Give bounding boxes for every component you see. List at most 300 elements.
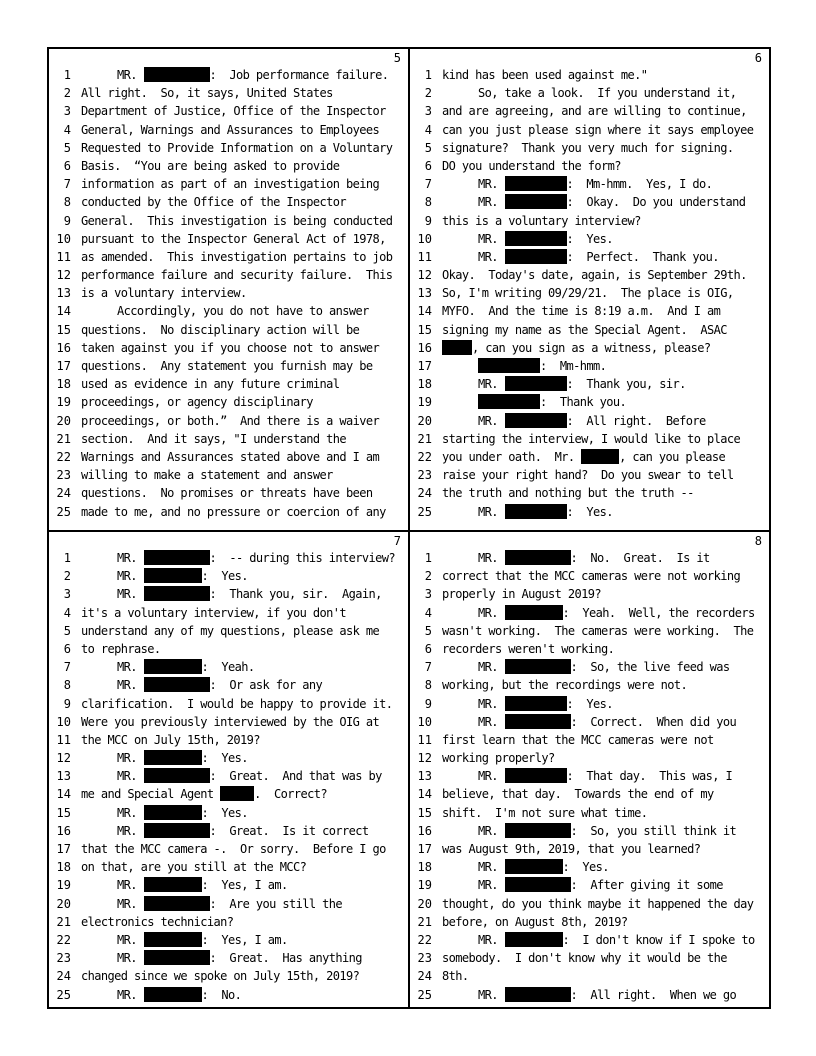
transcript-line (410, 549, 768, 567)
line-text-before-redaction: MR. (117, 569, 144, 584)
transcript-line (49, 430, 407, 448)
line-text: raise your right hand? Do you swear to tell (442, 468, 734, 483)
line-number: 16 (56, 823, 71, 838)
line-number: 17 (56, 842, 71, 856)
line-text: before, on August 8th, 2019? (442, 914, 628, 929)
line-text: Basis. “You are being asked to provide (81, 158, 340, 173)
transcript-line (410, 822, 768, 840)
line-text-after-redaction: : All right. Before (566, 413, 706, 428)
redaction-bar (505, 932, 563, 947)
transcript-line (410, 66, 768, 84)
line-text: as amended. This investigation pertains to job (81, 249, 393, 264)
line-text-before-redaction: MR. (117, 587, 144, 602)
line-number: 10 (417, 714, 432, 729)
transcript-line (49, 804, 407, 822)
line-text (117, 676, 322, 694)
line-text-before-redaction: MR. (117, 805, 144, 820)
line-number: 2 (424, 86, 432, 101)
line-number: 23 (56, 468, 71, 483)
transcript-line (410, 266, 768, 284)
line-number: 24 (56, 969, 71, 984)
line-text: electronics technician? (81, 914, 234, 929)
line-text: signature? Thank you very much for signing. (442, 140, 734, 155)
line-text (81, 785, 327, 803)
line-text: is a voluntary interview. (81, 286, 247, 301)
line-number: 24 (56, 486, 71, 501)
line-text: changed since we spoke on July 15th, 2019? (81, 969, 360, 984)
transcript-line (49, 931, 407, 949)
transcript-line (410, 913, 768, 931)
line-number: 8 (63, 195, 71, 210)
redaction-bar (478, 394, 540, 409)
line-text: was August 9th, 2019, that you learned? (442, 842, 701, 856)
line-number: 10 (56, 231, 71, 246)
line-text-before-redaction: MR. (117, 878, 144, 893)
line-text: this is a voluntary interview? (442, 213, 641, 228)
line-text-before-redaction: MR. (478, 987, 505, 1002)
line-number: 4 (63, 605, 71, 620)
line-text: to rephrase. (81, 641, 161, 656)
line-number: 12 (56, 751, 71, 766)
redaction-bar (220, 786, 254, 801)
redaction-bar (581, 449, 619, 464)
transcript-line (410, 102, 768, 120)
line-text (478, 357, 606, 375)
line-number: 18 (56, 377, 71, 392)
transcript-line (49, 84, 407, 102)
line-text-before-redaction: MR. (478, 377, 505, 392)
line-text (117, 66, 388, 84)
transcript-line (49, 339, 407, 357)
transcript-line (410, 785, 768, 803)
line-text (478, 375, 686, 393)
transcript-line (410, 484, 768, 502)
line-number: 4 (424, 605, 432, 620)
line-number: 6 (63, 641, 71, 656)
line-number: 25 (417, 987, 432, 1002)
line-number: 7 (424, 660, 432, 675)
transcript-line (410, 931, 768, 949)
line-text (478, 713, 736, 731)
line-number: 6 (424, 641, 432, 656)
line-text: pursuant to the Inspector General Act of 1978, (81, 231, 386, 246)
line-number: 14 (56, 304, 71, 319)
line-number: 18 (417, 860, 432, 875)
line-number: 19 (56, 395, 71, 410)
line-number: 21 (56, 431, 71, 446)
redaction-bar (144, 896, 210, 911)
redaction-bar (505, 987, 571, 1002)
line-text-after-redaction: : -- during this interview? (209, 551, 395, 565)
line-number: 25 (56, 504, 71, 519)
line-number: 19 (417, 395, 432, 410)
line-text: believe, that day. Towards the end of my (442, 787, 714, 802)
line-text: used as evidence in any future criminal (81, 377, 340, 392)
line-text (117, 986, 241, 1004)
line-number: 13 (417, 286, 432, 301)
redaction-bar (505, 877, 571, 892)
page-number: 7 (393, 534, 401, 548)
transcript-line (410, 175, 768, 193)
line-text-before-redaction: MR. (478, 413, 505, 428)
transcript-line (49, 266, 407, 284)
transcript-line (49, 695, 407, 713)
line-number: 20 (417, 896, 432, 911)
transcript-line (49, 967, 407, 985)
line-number: 22 (56, 449, 71, 464)
line-text (117, 876, 288, 894)
transcript-line (49, 604, 407, 622)
line-number: 9 (63, 696, 71, 711)
line-text: proceedings, or both.” And there is a waiver (81, 413, 380, 428)
line-text: information as part of an investigation being (81, 177, 380, 192)
transcript-line (49, 986, 407, 1004)
transcript-page-7 (49, 532, 407, 1012)
transcript-line (410, 676, 768, 694)
line-text: Okay. Today's date, again, is September 29th. (442, 268, 747, 283)
line-text-before-redaction: MR. (117, 68, 144, 82)
line-text-after-redaction: . Correct? (254, 787, 327, 802)
line-text-before-redaction: MR. (478, 660, 505, 675)
line-number: 2 (63, 569, 71, 584)
line-number: 7 (424, 177, 432, 192)
line-number: 6 (63, 158, 71, 173)
line-text: signing my name as the Special Agent. ASAC (442, 322, 727, 337)
line-number: 12 (417, 751, 432, 766)
transcript-lines (49, 66, 407, 521)
line-number: 15 (417, 805, 432, 820)
line-number: 5 (424, 140, 432, 155)
line-text (478, 193, 745, 211)
line-text: questions. No promises or threats have been (81, 486, 373, 501)
line-text-before-redaction: MR. (117, 823, 144, 838)
line-text-after-redaction: : No. (201, 987, 242, 1002)
line-number: 13 (56, 286, 71, 301)
line-text-after-redaction: : Yes. (201, 751, 248, 766)
line-text-before-redaction: MR. (478, 714, 505, 729)
line-number: 7 (63, 660, 71, 675)
line-number: 12 (56, 268, 71, 283)
line-text-before-redaction: MR. (478, 551, 505, 565)
transcript-line (410, 466, 768, 484)
line-number: 17 (56, 359, 71, 373)
line-text: on that, are you still at the MCC? (81, 860, 307, 875)
line-text: it's a voluntary interview, if you don't (81, 605, 346, 620)
line-text-after-redaction: : Yes. (566, 231, 613, 246)
line-text-after-redaction: : No. Great. Is it (570, 551, 710, 565)
line-number: 15 (56, 805, 71, 820)
line-number: 7 (63, 177, 71, 192)
line-number: 6 (424, 158, 432, 173)
transcript-line (49, 357, 407, 375)
redaction-bar (505, 768, 567, 783)
transcript-line (49, 484, 407, 502)
transcript-line (410, 393, 768, 411)
line-number: 20 (56, 413, 71, 428)
transcript-line (410, 448, 768, 466)
line-number: 11 (56, 249, 71, 264)
line-text (117, 949, 362, 967)
redaction-bar (505, 249, 567, 264)
line-text-before-redaction: MR. (478, 823, 505, 838)
transcript-line (49, 840, 407, 858)
line-number: 15 (417, 322, 432, 337)
redaction-bar (505, 231, 567, 246)
line-text: and are agreeing, and are willing to continue, (442, 104, 747, 119)
line-number: 8 (63, 678, 71, 693)
line-number: 25 (417, 504, 432, 519)
line-text (117, 895, 342, 913)
transcript-line (410, 157, 768, 175)
line-number: 1 (424, 68, 432, 82)
line-text-before-redaction: MR. (478, 605, 505, 620)
line-text (478, 248, 719, 266)
redaction-bar (505, 859, 563, 874)
line-text-after-redaction: : Yes, I am. (201, 878, 288, 893)
transcript-line (49, 913, 407, 931)
line-text-after-redaction: : Yes. (566, 504, 613, 519)
line-text-after-redaction: : So, you still think it (570, 823, 737, 838)
line-text-before-redaction: MR. (117, 951, 144, 966)
transcript-line (49, 121, 407, 139)
line-text-before-redaction: MR. (478, 932, 505, 947)
transcript-line (410, 357, 768, 375)
transcript-line (49, 157, 407, 175)
line-text (117, 767, 382, 785)
line-text: starting the interview, I would like to place (442, 431, 741, 446)
redaction-bar (144, 987, 202, 1002)
redaction-bar (144, 932, 202, 947)
transcript-line (49, 549, 407, 567)
redaction-bar (144, 877, 202, 892)
line-text (117, 549, 395, 567)
line-text-before-redaction: MR. (117, 751, 144, 766)
transcript-line (410, 604, 768, 622)
transcript-line (49, 731, 407, 749)
line-number: 22 (56, 932, 71, 947)
transcript-line (49, 66, 407, 84)
line-text: So, take a look. If you understand it, (478, 86, 737, 101)
line-text: that the MCC camera -. Or sorry. Before I go (81, 842, 386, 856)
transcript-line (410, 876, 768, 894)
line-text (478, 858, 609, 876)
line-number: 3 (424, 104, 432, 119)
transcript-line (49, 503, 407, 521)
line-text (478, 695, 613, 713)
page-number: 6 (754, 51, 762, 65)
line-text: Department of Justice, Office of the Inspector (81, 104, 386, 119)
line-number: 2 (63, 86, 71, 101)
transcript-line (410, 212, 768, 230)
line-text (478, 230, 613, 248)
line-text-after-redaction: : So, the live feed was (570, 660, 730, 675)
line-number: 1 (63, 68, 71, 82)
transcript-line (49, 412, 407, 430)
redaction-bar (505, 696, 567, 711)
redaction-bar (505, 376, 567, 391)
line-text: General. This investigation is being conducted (81, 213, 393, 228)
line-text-after-redaction: : Yes. (566, 696, 613, 711)
line-text (117, 658, 255, 676)
line-text-after-redaction: : Great. And that was by (209, 769, 382, 784)
transcript-line (49, 622, 407, 640)
line-text: recorders weren't working. (442, 641, 615, 656)
line-text: somebody. I don't know why it would be the (442, 951, 727, 966)
line-number: 24 (417, 486, 432, 501)
transcript-lines (410, 549, 768, 1004)
line-text: shift. I'm not sure what time. (442, 805, 648, 820)
line-text: questions. No disciplinary action will be (81, 322, 360, 337)
transcript-line (410, 375, 768, 393)
line-number: 25 (56, 987, 71, 1002)
redaction-bar (144, 768, 210, 783)
transcript-line (410, 967, 768, 985)
transcript-line (410, 840, 768, 858)
transcript-line (410, 731, 768, 749)
redaction-bar (505, 823, 571, 838)
line-text (478, 175, 712, 193)
line-number: 13 (417, 769, 432, 784)
transcript-line (410, 430, 768, 448)
transcript-line (49, 895, 407, 913)
transcript-line (410, 248, 768, 266)
redaction-bar (505, 659, 571, 674)
line-text: first learn that the MCC cameras were not (442, 732, 714, 747)
line-number: 1 (63, 551, 71, 565)
line-text: working properly? (442, 751, 555, 766)
transcript-page-8 (410, 532, 768, 1012)
line-text-after-redaction: : Correct. When did you (570, 714, 737, 729)
line-number: 3 (63, 104, 71, 119)
line-text: working, but the recordings were not. (442, 678, 688, 693)
line-text: the MCC on July 15th, 2019? (81, 732, 260, 747)
line-text-before-redaction: you under oath. Mr. (442, 449, 582, 464)
line-number: 1 (424, 551, 432, 565)
redaction-bar (144, 550, 210, 565)
line-text: properly in August 2019? (442, 587, 601, 602)
transcript-line (49, 822, 407, 840)
line-text (117, 822, 369, 840)
transcript-lines (49, 549, 407, 1004)
line-text: Accordingly, you do not have to answer (117, 304, 369, 319)
line-text-before-redaction: me and Special Agent (81, 787, 221, 802)
line-text-before-redaction: MR. (478, 878, 505, 893)
line-text (478, 931, 755, 949)
line-number: 3 (63, 587, 71, 602)
transcript-line (410, 84, 768, 102)
transcript-line (410, 858, 768, 876)
redaction-bar (144, 67, 210, 82)
line-number: 21 (417, 431, 432, 446)
line-text-before-redaction: MR. (478, 860, 505, 875)
line-text-after-redaction: : Yeah. (201, 660, 255, 675)
transcript-line (410, 193, 768, 211)
line-number: 18 (417, 377, 432, 392)
line-text-before-redaction: MR. (117, 932, 144, 947)
transcript-line (49, 193, 407, 211)
line-number: 16 (417, 823, 432, 838)
transcript-line (410, 339, 768, 357)
transcript-line (410, 695, 768, 713)
transcript-line (410, 121, 768, 139)
line-text (478, 986, 736, 1004)
redaction-bar (505, 413, 567, 428)
line-number: 23 (56, 951, 71, 966)
transcript-line (49, 676, 407, 694)
line-number: 22 (417, 449, 432, 464)
line-text-after-redaction: : Yeah. Well, the recorders (562, 605, 755, 620)
transcript-line (410, 302, 768, 320)
transcript-line (410, 767, 768, 785)
page-number: 5 (393, 51, 401, 65)
transcript-page-6 (410, 49, 768, 529)
redaction-bar (442, 340, 472, 355)
transcript-line (49, 302, 407, 320)
line-text (117, 749, 248, 767)
line-text-after-redaction: : Okay. Do you understand (566, 195, 746, 210)
line-text-after-redaction: : Are you still the (209, 896, 342, 911)
line-text: wasn't working. The cameras were working. The (442, 623, 754, 638)
redaction-bar (144, 805, 202, 820)
line-text: clarification. I would be happy to provide it. (81, 696, 393, 711)
line-number: 5 (424, 623, 432, 638)
line-text: Were you previously interviewed by the OIG at (81, 714, 380, 729)
line-number: 23 (417, 468, 432, 483)
line-number: 9 (424, 213, 432, 228)
line-text: questions. Any statement you furnish may be (81, 359, 373, 373)
line-text: thought, do you think maybe it happened the day (442, 896, 754, 911)
line-text-after-redaction: : Yes, I am. (201, 932, 288, 947)
transcript-line (410, 230, 768, 248)
transcript-line (49, 448, 407, 466)
redaction-bar (144, 823, 210, 838)
line-text-after-redaction: : Thank you, sir. Again, (209, 587, 382, 602)
line-text: taken against you if you choose not to answer (81, 340, 380, 355)
line-number: 14 (417, 787, 432, 802)
transcript-line (49, 658, 407, 676)
transcript-line (49, 375, 407, 393)
line-text (478, 412, 706, 430)
transcript-line (49, 858, 407, 876)
line-text: section. And it says, "I understand the (81, 431, 346, 446)
line-number: 11 (417, 249, 432, 264)
line-number: 9 (63, 213, 71, 228)
line-text (117, 585, 382, 603)
line-number: 21 (56, 914, 71, 929)
line-text: conducted by the Office of the Inspector (81, 195, 346, 210)
line-text: DO you understand the form? (442, 158, 621, 173)
transcript-line (410, 622, 768, 640)
line-text-before-redaction: MR. (478, 769, 505, 784)
transcript-line (49, 785, 407, 803)
line-text-before-redaction: MR. (117, 551, 144, 565)
line-text-after-redaction: : Yes. (201, 569, 248, 584)
line-text (478, 393, 626, 411)
line-number: 14 (56, 787, 71, 802)
line-text-before-redaction: MR. (478, 504, 505, 519)
line-text-after-redaction: , can you please (619, 449, 726, 464)
line-text-after-redaction: : Job performance failure. (209, 68, 389, 82)
line-number: 24 (417, 969, 432, 984)
line-text-before-redaction: MR. (117, 769, 144, 784)
line-text: the truth and nothing but the truth -- (442, 486, 694, 501)
line-number: 8 (424, 678, 432, 693)
redaction-bar (144, 568, 202, 583)
line-text: made to me, and no pressure or coercion of any (81, 504, 386, 519)
line-text-after-redaction: : Great. Has anything (209, 951, 362, 966)
line-text-after-redaction: : Thank you, sir. (566, 377, 686, 392)
line-text-after-redaction: : Great. Is it correct (209, 823, 369, 838)
